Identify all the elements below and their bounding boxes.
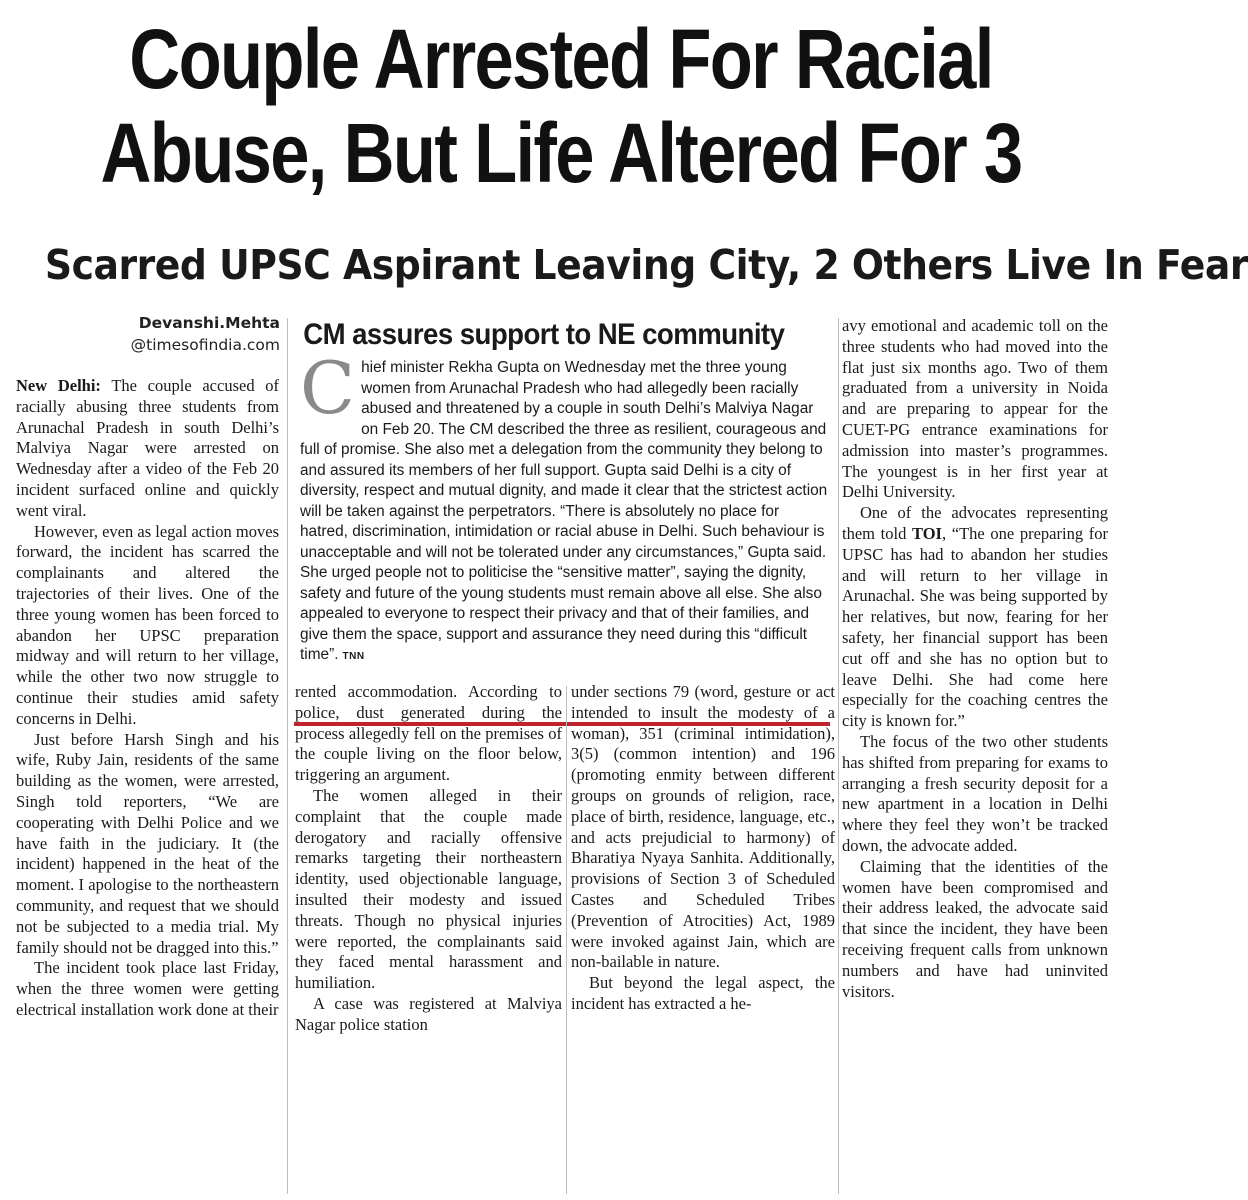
article-column-2 <box>295 682 562 1036</box>
headline-line-2: Abuse, But Life Altered For 3 <box>100 106 1022 200</box>
article-paragraph: under sections 79 (word, gesture or act intended to insult the modesty of a woman), 351 (criminal intimidation), 3(5) (common intention) and 196 (promoting enmity between different groups on grounds of religion, race, place of birth, residence, language, etc., and acts prejudicial to harmony) of Bharatiya Nyaya Sanhita. Additionally, provisions of Section 3 of Scheduled Castes and Scheduled Tribes (Prevention of Atrocities) Act, 1989 were invoked against Jain, which are non-bailable in nature. <box>571 682 835 972</box>
article-paragraph: But beyond the legal aspect, the incident has extracted a he- <box>571 973 835 1013</box>
article-paragraph: The women alleged in their complaint that the couple made derogatory and racially offensive remarks targeting their northeastern identity, used objectionable language, insulted their modesty and issued threats. Though no physical injuries were reported, the complainants said they faced mental harassment and humiliation. <box>295 785 562 993</box>
article-paragraph: The incident took place last Friday, when the three women were getting electrical installation work done at their <box>16 958 279 1019</box>
paragraph-text: , “The one preparing for UPSC has had to abandon her studies and will return to her village in Arunachal. She was being supported by her relatives, but now, fearing for her safety, her financial support has been cut off and she has no option but to leave Delhi. She had come here especially for the coaching centres the city is known for.” <box>842 523 1108 731</box>
sidebar-text: hief minister Rekha Gupta on Wednesday met the three young women from Arunachal Pradesh who had allegedly been racially abused and threatened by a couple in south Delhi’s Malviya Nagar on Feb 20. The CM described the three as resilient, courageous and full of promise. She also met a delegation from the community they belong to and assured its members of her full support. Gupta said Delhi is a city of diversity, respect and mutual dignity, and made it clear that the strictest action will be taken against the perpetrators. “There is absolutely no place for hatred, discrimination, intimidation or racial abuse in Delhi. Such behaviour is unacceptable and will not be tolerated under any circumstances,” Gupta said. She urged people not to politicise the “sensitive matter”, saying the dignity, safety and future of the young students must remain above all else. She also appealed to everyone to respect their privacy and that of their families, and give them the space, support and assurance they need during this “difficult time”. <box>300 359 828 663</box>
toi-mention: TOI <box>911 523 942 543</box>
drop-cap: C <box>300 346 356 430</box>
subheadline: Scarred UPSC Aspirant Leaving City, 2 Others Live In Fear <box>44 241 1248 289</box>
headline-line-1: Couple Arrested For Racial <box>129 12 993 106</box>
article-paragraph: rented accommodation. According to police, dust generated during the process allegedly fell on the premises of the couple living on the floor below, triggering an argument. <box>295 682 562 785</box>
article-paragraph: avy emotional and academic toll on the three students who had moved into the flat just six months ago. Two of them graduated from a university in Noida and are preparing to appear for the CUET-PG entrance examinations for admission into master’s programmes. The youngest is in her first year at Delhi University. <box>842 316 1108 502</box>
sidebar-credit: TNN <box>342 651 365 662</box>
paragraph-text: The couple accused of racially abusing three students from Arunachal Pradesh in south Delhi’s Malviya Nagar were arrested on Wednesday after a video of the Feb 20 incident surfaced online and quickly went viral. <box>16 376 280 520</box>
article-paragraph <box>16 376 279 522</box>
sidebar-box <box>294 318 830 726</box>
article-paragraph: The focus of the two other students has shifted from preparing for exams to arranging a fresh security deposit for a new apartment in a location in Delhi where they feel they won’t be tracked down, the advocate added. <box>842 731 1108 855</box>
byline-author: Devanshi.Mehta <box>138 314 280 332</box>
sidebar-body <box>294 346 830 668</box>
dateline: New Delhi: <box>16 376 101 395</box>
article-paragraph: However, even as legal action moves forward, the incident has scarred the complainants and altered the trajectories of their lives. One of the three young women has been forced to abandon her UPSC preparation midway and will return to her village, while the other two now struggle to continue their studies amid safety concerns in Delhi. <box>16 521 279 728</box>
byline <box>48 312 280 356</box>
column-divider <box>287 318 288 1194</box>
article-paragraph: A case was registered at Malviya Nagar police station <box>295 993 562 1034</box>
article-column-3 <box>571 682 835 1015</box>
sidebar-title: CM assures support to NE community <box>303 318 785 351</box>
article-column-4 <box>842 316 1108 1002</box>
paragraph-text: One of the advocates representing them told <box>842 503 1108 543</box>
column-divider <box>838 318 839 1194</box>
article-paragraph <box>842 503 1108 732</box>
article-paragraph: Just before Harsh Singh and his wife, Ruby Jain, residents of the same building as the women, were arrested, Singh told reporters, “We are cooperating with Delhi Police and we have faith in the judiciary. It (the incident) happened in the heat of the moment. I apologise to the northeastern community, and request that we should not be subjected to a media trial. My family should not be dragged into this.” <box>16 729 279 957</box>
article-column-1 <box>16 376 279 1021</box>
byline-source: @timesofindia.com <box>130 336 280 354</box>
article-paragraph: Claiming that the identities of the women have been compromised and their address leaked, the advocate said that since the incident, they have been receiving frequent calls from unknown numbers and have had uninvited visitors. <box>842 856 1108 1001</box>
headline <box>90 12 1032 200</box>
column-divider <box>566 686 567 1194</box>
